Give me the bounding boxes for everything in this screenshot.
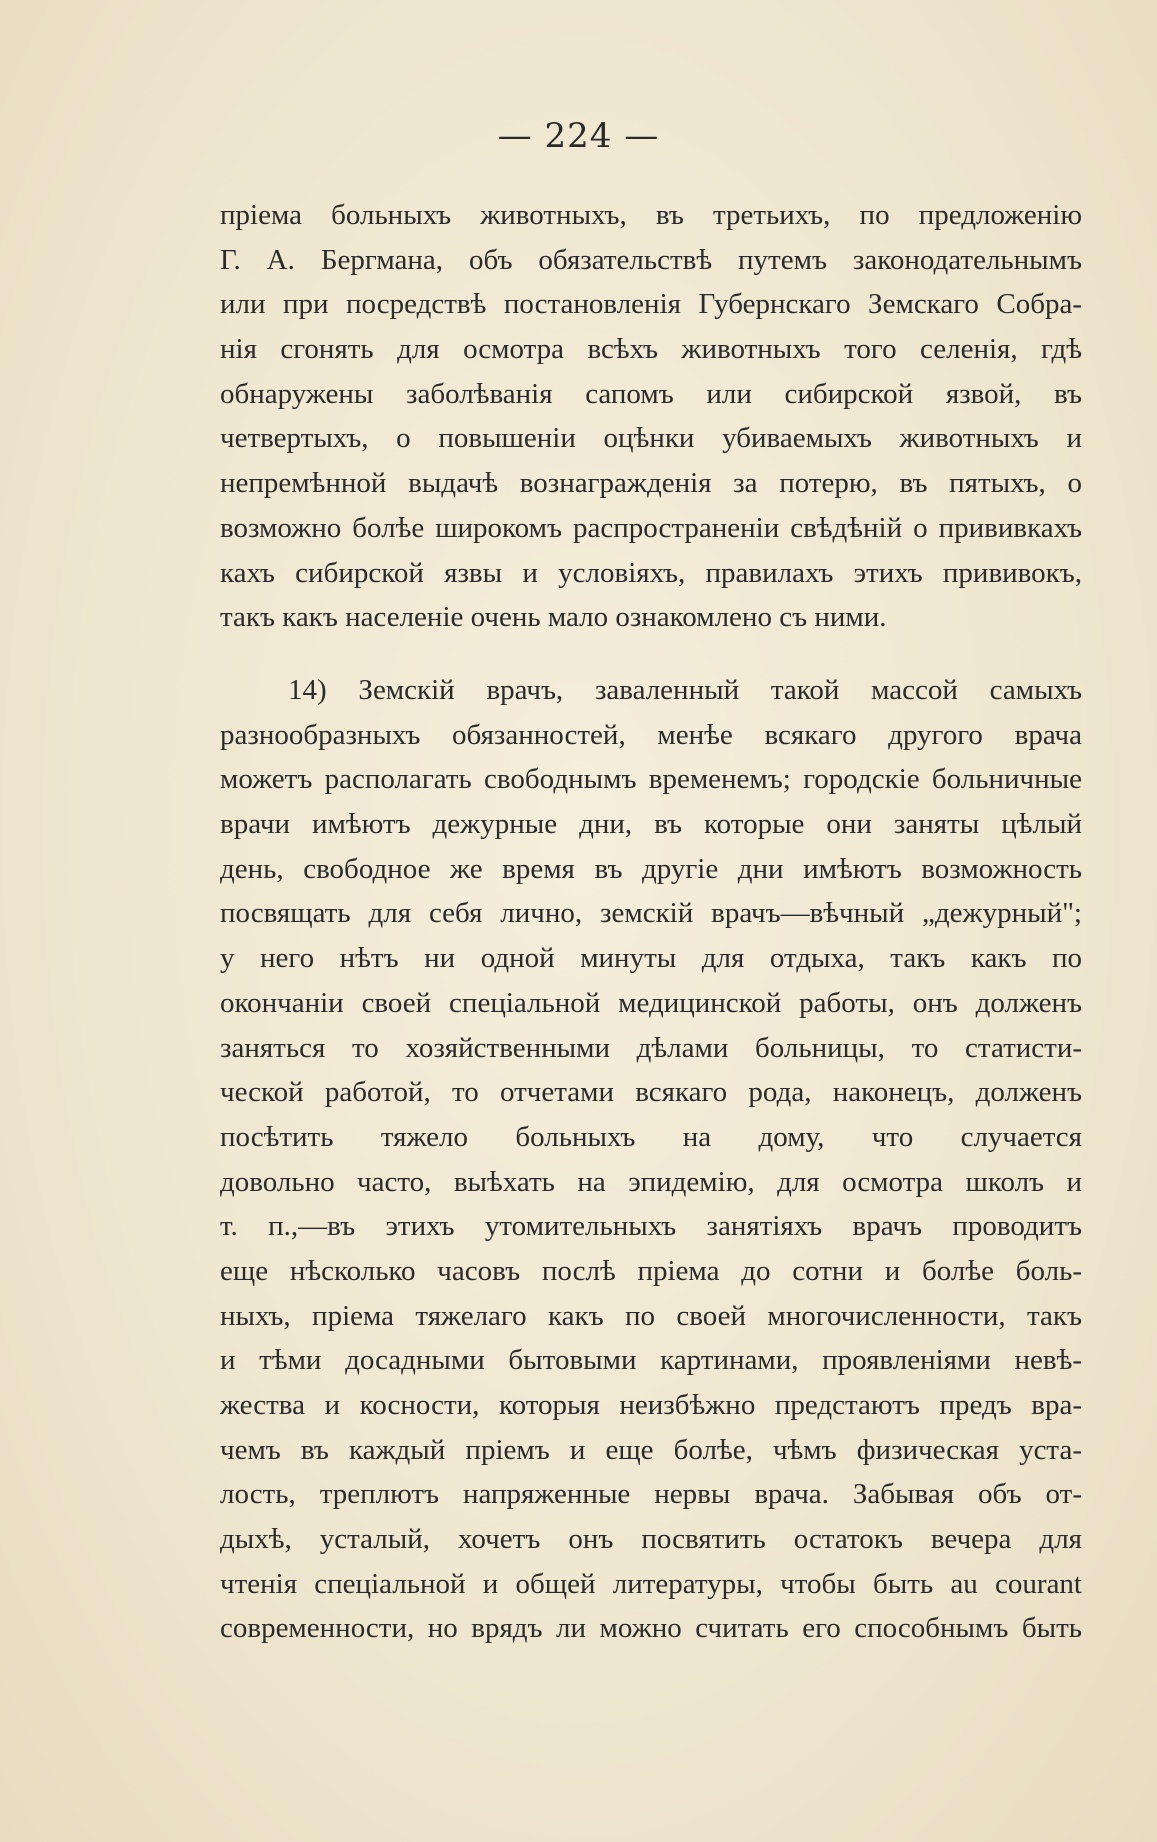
text-line: непремѣнной выдачѣ вознагражденія за потерю, въ пятыхъ, о [220, 467, 1082, 500]
text-line: посвящать для себя лично, земскій врачъ—вѣчный „дежурный"; [220, 897, 1082, 930]
text-line: Г. А. Бергмана, объ обязательствѣ путемъ законодательнымъ [220, 243, 1082, 276]
text-line: лость, треплютъ напряженные нервы врача. Забывая объ от- [220, 1478, 1082, 1511]
text-line: кахъ сибирской язвы и условіяхъ, правилахъ этихъ прививокъ, [220, 556, 1082, 589]
text-line: такъ какъ населеніе очень мало ознакомлено съ ними. [220, 601, 887, 634]
text-line: посѣтить тяжело больныхъ на дому, что случается [220, 1120, 1082, 1153]
text-line: врачи имѣютъ дежурные дни, въ которые они заняты цѣлый [220, 808, 1082, 841]
page-number: — 224 — [497, 116, 660, 156]
text-line: или при посредствѣ постановленія Губернскаго Земскаго Собра- [220, 288, 1082, 321]
text-line: чтенія спеціальной и общей литературы, чтобы быть au courant [220, 1567, 1082, 1600]
text-line: заняться то хозяйственными дѣлами больницы, то статисти- [220, 1031, 1082, 1064]
text-line: т. п.,—въ этихъ утомительныхъ занятіяхъ врачъ проводитъ [220, 1210, 1082, 1243]
text-line: у него нѣтъ ни одной минуты для отдыха, такъ какъ по [220, 942, 1082, 975]
text-line: нія сгонять для осмотра всѣхъ животныхъ того селенія, гдѣ [220, 333, 1082, 366]
text-line: дыхѣ, усталый, хочетъ онъ посвятить остатокъ вечера для [220, 1523, 1082, 1556]
text-line: и тѣми досадными бытовыми картинами, проявленіями невѣ- [220, 1344, 1082, 1377]
text-line: довольно часто, выѣхать на эпидемію, для осмотра школъ и [220, 1165, 1082, 1198]
text-line: день, свободное же время въ другіе дни имѣютъ возможность [220, 852, 1082, 885]
text-line: современности, но врядъ ли можно считать его способнымъ быть [220, 1612, 1082, 1645]
text-line: ческой работой, то отчетами всякаго рода, наконецъ, долженъ [220, 1076, 1082, 1109]
text-line: можетъ располагать свободнымъ временемъ; городскіе больничные [220, 763, 1082, 796]
text-line: четвертыхъ, о повышеніи оцѣнки убиваемыхъ животныхъ и [220, 422, 1082, 455]
text-line: чемъ въ каждый пріемъ и еще болѣе, чѣмъ физическая уста- [220, 1433, 1082, 1466]
text-line: еще нѣсколько часовъ послѣ пріема до сотни и болѣе боль- [220, 1254, 1082, 1287]
text-line: ныхъ, пріема тяжелаго какъ по своей многочисленности, такъ [220, 1299, 1082, 1332]
text-line: жества и косности, которыя неизбѣжно предстаютъ предъ вра- [220, 1389, 1082, 1421]
paragraph-2 [220, 668, 1082, 1651]
text-line: пріема больныхъ животныхъ, въ третьихъ, по предложенію [220, 199, 1082, 231]
text-line: окончаніи своей спеціальной медицинской работы, онъ долженъ [220, 986, 1082, 1019]
text-line: возможно болѣе широкомъ распространеніи свѣдѣній о прививкахъ [220, 511, 1082, 544]
text-line: разнообразныхъ обязанностей, менѣе всякаго другого врача [220, 718, 1082, 751]
paragraph-1 [220, 193, 1082, 640]
text-line: обнаружены заболѣванія сапомъ или сибирской язвой, въ [220, 377, 1082, 410]
text-line: 14) Земскій врачъ, заваленный такой массой самыхъ [288, 674, 1082, 706]
